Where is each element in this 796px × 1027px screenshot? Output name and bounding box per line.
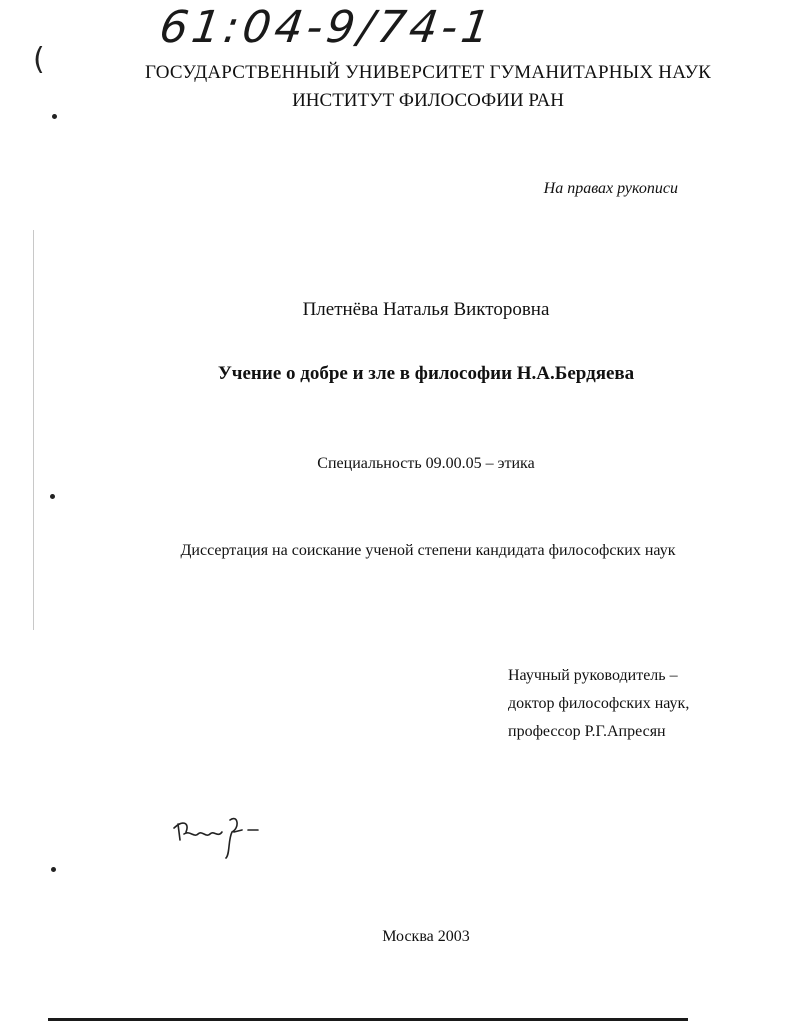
city-and-year: Москва 2003 bbox=[382, 928, 470, 945]
scan-speck bbox=[52, 114, 57, 119]
university-name: ГОСУДАРСТВЕННЫЙ УНИВЕРСИТЕТ ГУМАНИТАРНЫХ НАУК bbox=[145, 62, 711, 83]
scientific-advisor-block bbox=[508, 662, 768, 746]
scan-margin-line bbox=[33, 230, 34, 630]
advisor-line-name: профессор Р.Г.Апресян bbox=[508, 723, 666, 740]
institute-name: ИНСТИТУТ ФИЛОСОФИИ РАН bbox=[292, 90, 564, 111]
specialty-line: Специальность 09.00.05 – этика bbox=[317, 455, 535, 472]
advisor-line-role: Научный руководитель – bbox=[508, 667, 678, 684]
margin-mark: ( bbox=[33, 42, 45, 77]
author-name: Плетнёва Наталья Викторовна bbox=[302, 299, 550, 320]
page-bottom-edge bbox=[48, 1018, 688, 1021]
degree-line: Диссертация на соискание ученой степени кандидата философских наук bbox=[180, 542, 676, 559]
scan-speck bbox=[51, 867, 56, 872]
dissertation-title: Учение о добре и зле в философии Н.А.Бердяева bbox=[217, 363, 635, 384]
archive-stamp: 61:04-9/74-1 bbox=[156, 2, 497, 53]
advisor-line-degree: доктор философских наук, bbox=[508, 695, 690, 712]
manuscript-rights-note: На правах рукописи bbox=[543, 180, 678, 197]
scan-speck bbox=[50, 494, 55, 499]
handwritten-signature bbox=[168, 810, 268, 860]
